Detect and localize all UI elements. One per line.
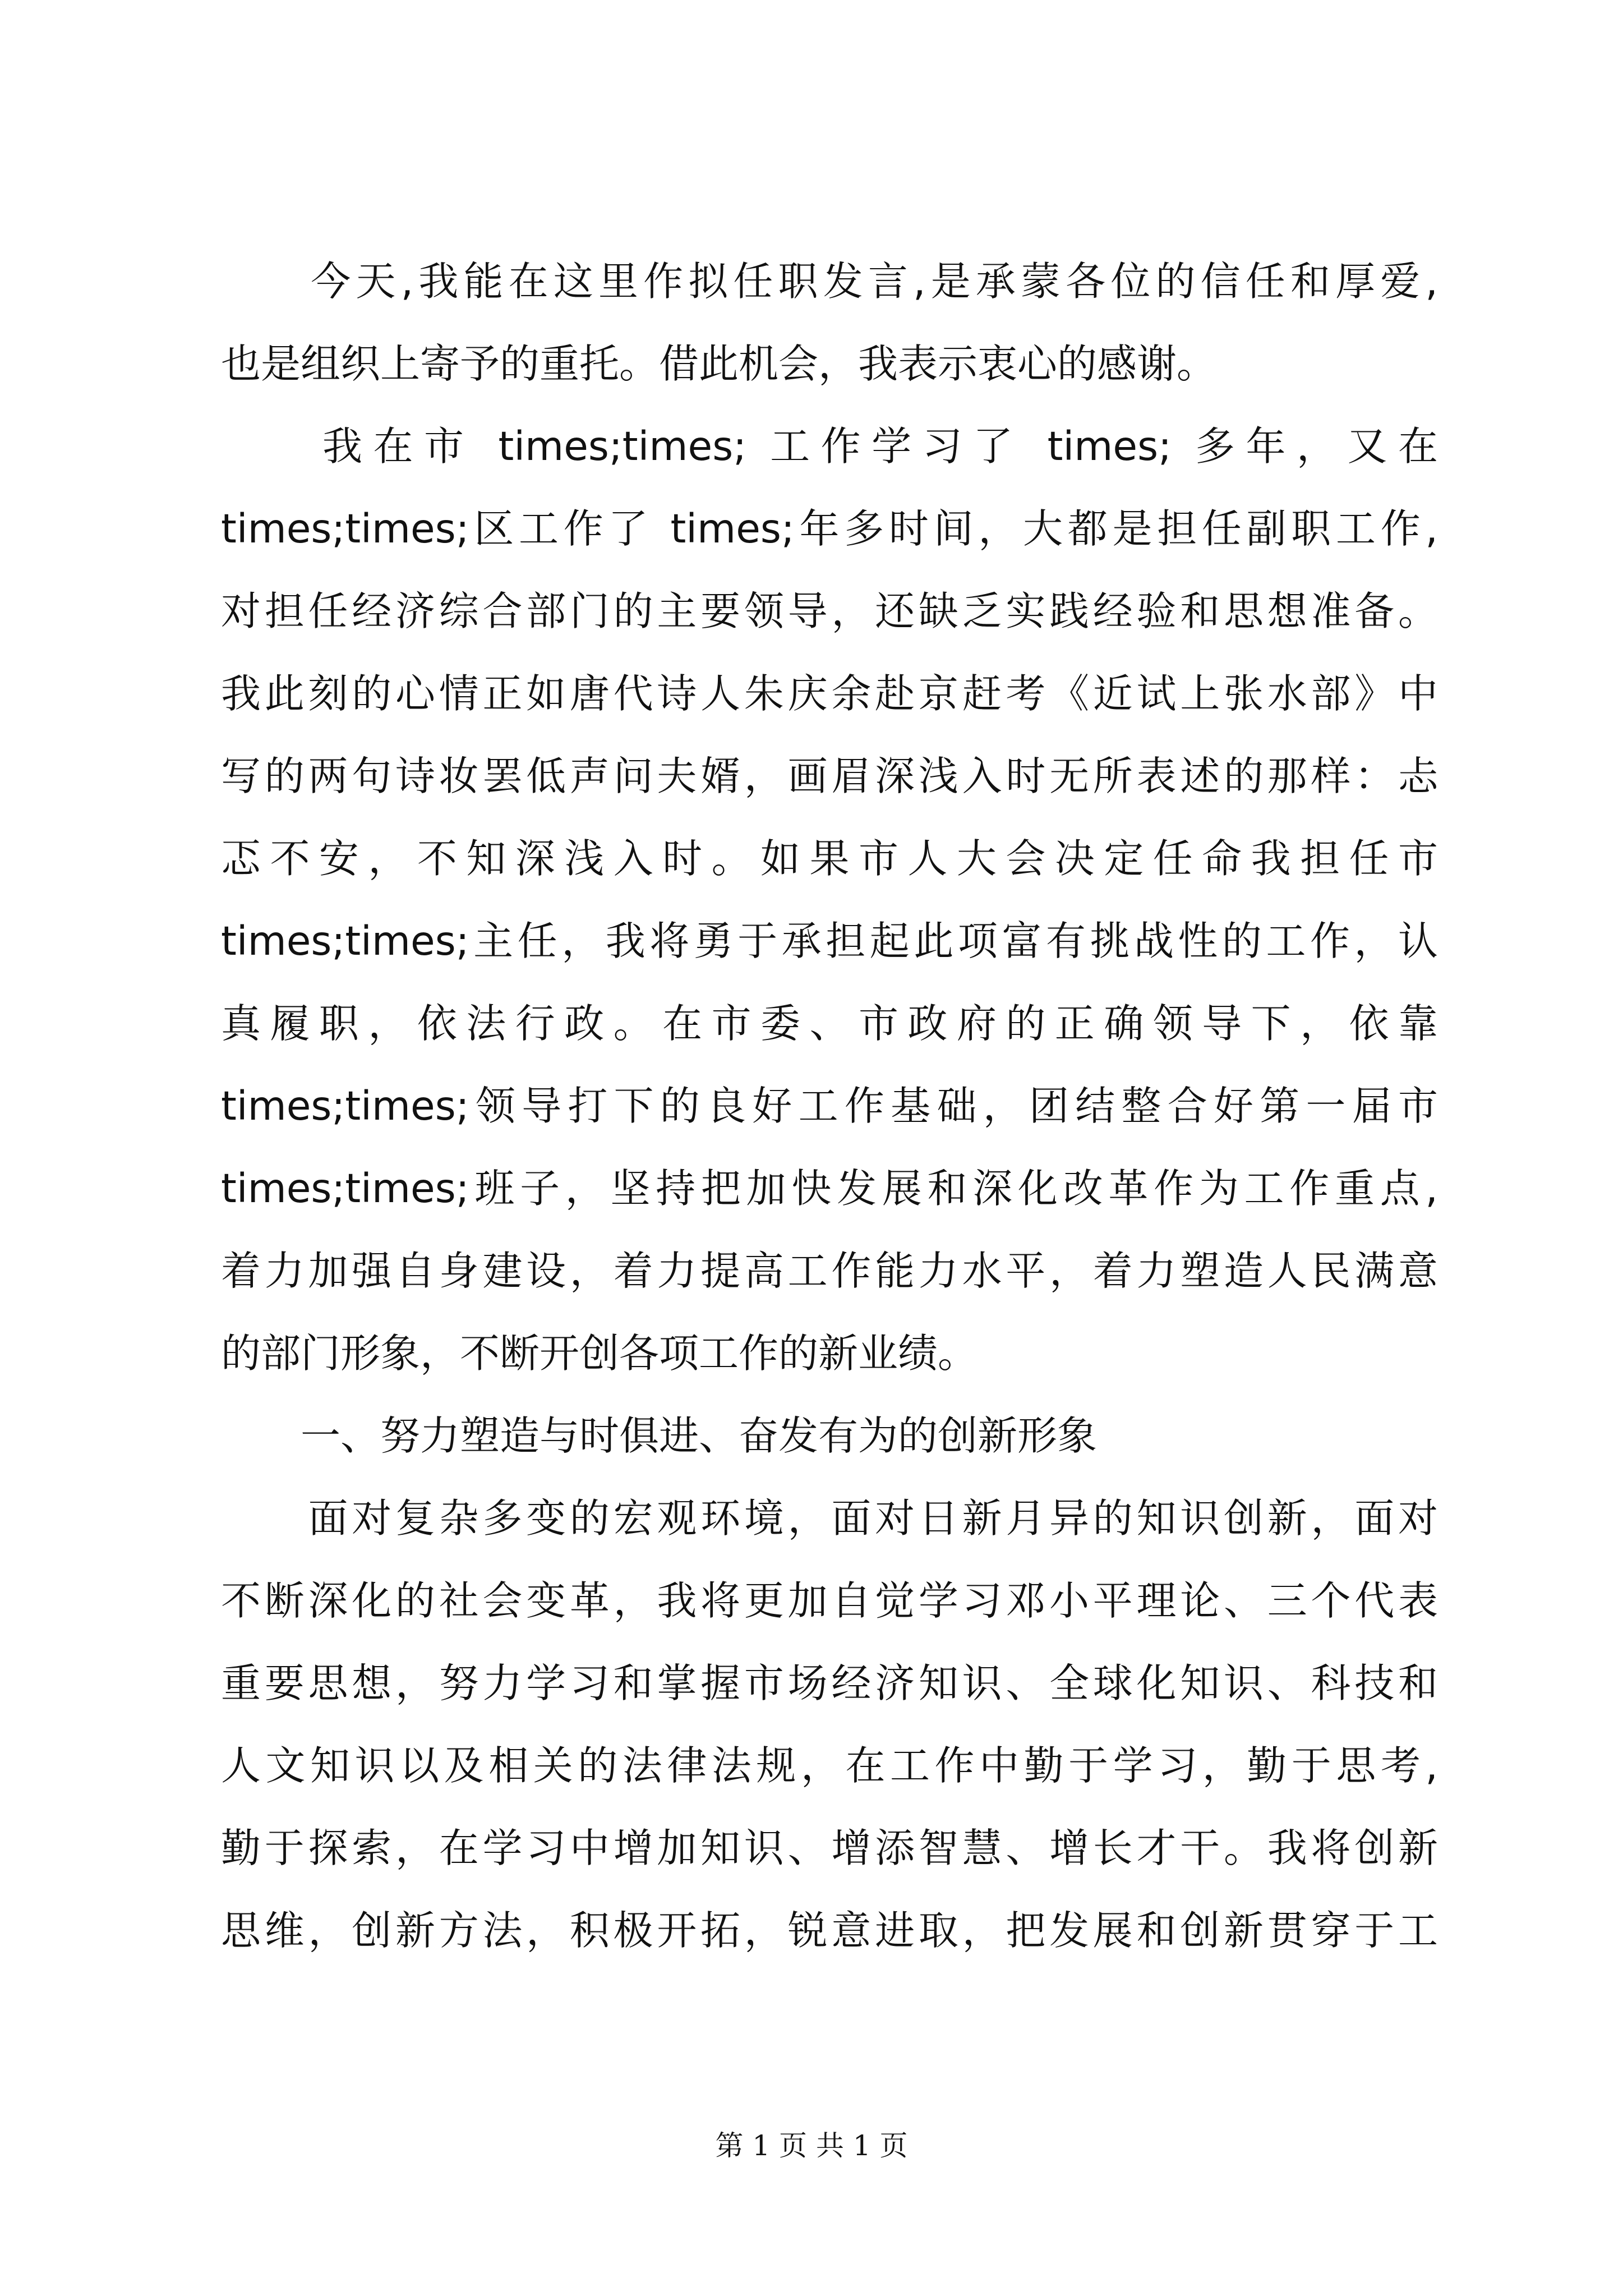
text-line: 不断深化的社会变革，我将更加自觉学习邓小平理论、三个代表 (221, 1577, 1438, 1624)
heading-line: 一、努力塑造与时俱进、奋发有为的创新形象 (221, 1412, 1098, 1459)
text-line: 思维，创新方法，积极开拓，锐意进取，把发展和创新贯穿于工 (221, 1907, 1438, 1954)
text-line: 我此刻的心情正如唐代诗人朱庆余赴京赶考《近试上张水部》中 (221, 670, 1438, 717)
section-heading (221, 1395, 1438, 1477)
text-line: times;times;主任，我将勇于承担起此项富有挑战性的工作，认 (221, 918, 1438, 964)
text-line: 面对复杂多变的宏观环境，面对日新月异的知识创新，面对 (221, 1495, 1438, 1542)
text-line: 真履职，依法行政。在市委、市政府的正确领导下，依靠 (221, 1000, 1438, 1047)
text-line: times;times;班子，坚持把加快发展和深化改革作为工作重点, (221, 1165, 1438, 1212)
text-line: 人文知识以及相关的法律法规，在工作中勤于学习，勤于思考, (221, 1742, 1438, 1789)
text-line: 勤于探索，在学习中增加知识、增添智慧、增长才干。我将创新 (221, 1825, 1438, 1871)
text-line: 也是组织上寄予的重托。借此机会，我表示衷心的感谢。 (221, 341, 1217, 387)
text-line: 今天,我能在这里作拟任职发言,是承蒙各位的信任和厚爱, (221, 258, 1438, 305)
text-line: times;times;领导打下的良好工作基础，团结整合好第一届市 (221, 1083, 1438, 1129)
paragraph-intro (221, 240, 1438, 405)
text-line: 忑不安，不知深浅入时。如果市人大会决定任命我担任市 (221, 835, 1438, 882)
text-line: 我在市 times;times; 工作学习了 times; 多年，又在 (221, 423, 1438, 470)
paragraph-background (221, 405, 1438, 1395)
page-number-footer: 第 1 页 共 1 页 (715, 2129, 908, 2162)
text-line: times;times;区工作了 times;年多时间，大都是担任副职工作, (221, 505, 1438, 552)
text-line: 着力加强自身建设，着力提高工作能力水平，着力塑造人民满意 (221, 1248, 1438, 1294)
text-line: 对担任经济综合部门的主要领导，还缺乏实践经验和思想准备。 (221, 588, 1438, 634)
text-line: 重要思想，努力学习和掌握市场经济知识、全球化知识、科技和 (221, 1660, 1438, 1706)
text-line: 写的两句诗妆罢低声问夫婿，画眉深浅入时无所表述的那样：忐 (221, 753, 1438, 799)
document-body (221, 240, 1438, 1972)
paragraph-innovation (221, 1477, 1438, 1972)
text-line: 的部门形象，不断开创各项工作的新业绩。 (221, 1330, 978, 1377)
